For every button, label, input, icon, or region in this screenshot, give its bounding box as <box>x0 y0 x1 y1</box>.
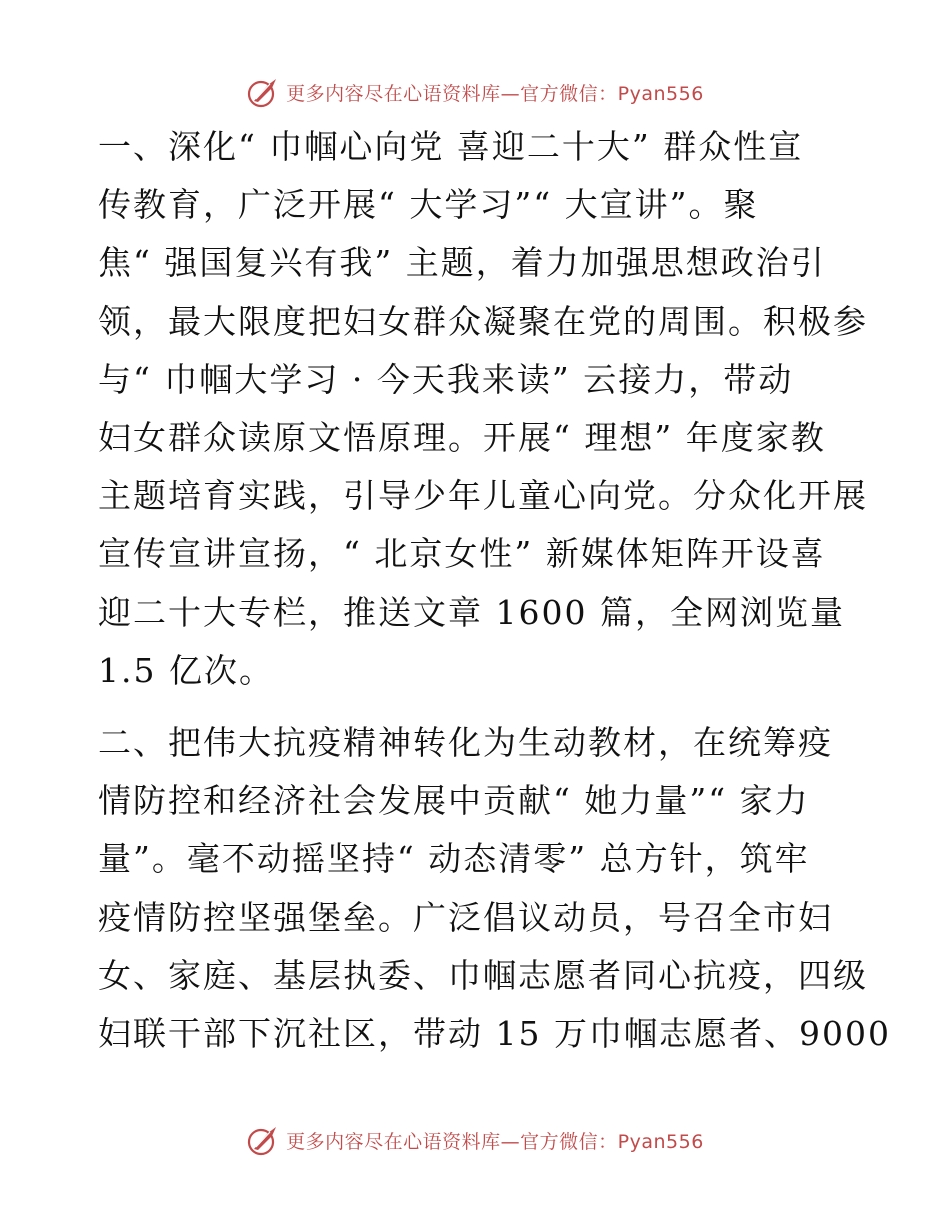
text-line: 与“ 巾帼大学习 · 今天我来读” 云接力，带动 <box>98 359 794 399</box>
watermark-text: 更多内容尽在心语资料库—官方微信：Pyan556 <box>286 1130 704 1153</box>
text-line: 传教育，广泛开展“ 大学习”“ 大宣讲”。聚 <box>98 185 759 225</box>
text-line: 主题培育实践，引导少年儿童心向党。分众化开展 <box>98 476 868 516</box>
text-line: 量”。毫不动摇坚持“ 动态清零” 总方针，筑牢 <box>98 839 810 879</box>
text-line: 迎二十大专栏，推送文章 1600 篇，全网浏览量 <box>98 592 845 632</box>
paragraph-2 <box>98 714 891 1063</box>
watermark-text: 更多内容尽在心语资料库—官方微信：Pyan556 <box>286 82 704 105</box>
text-line: 情防控和经济社会发展中贡献“ 她力量”“ 家力 <box>98 781 810 821</box>
text-line: 妇联干部下沉社区，带动 15 万巾帼志愿者、9000 <box>98 1014 891 1054</box>
text-line: 疫情防控坚强堡垒。广泛倡议动员，号召全市妇 <box>98 897 833 937</box>
paragraph-1 <box>98 118 868 700</box>
text-line: 女、家庭、基层执委、巾帼志愿者同心抗疫，四级 <box>98 955 868 995</box>
footer-watermark <box>0 1120 950 1160</box>
header-watermark <box>0 72 950 112</box>
text-line: 1.5 亿次。 <box>98 650 274 690</box>
text-line: 焦“ 强国复兴有我” 主题，着力加强思想政治引 <box>98 243 826 283</box>
text-line: 领，最大限度把妇女群众凝聚在党的周围。积极参 <box>98 301 868 341</box>
text-line: 妇女群众读原文悟原理。开展“ 理想” 年度家教 <box>98 418 826 458</box>
text-line: 二、把伟大抗疫精神转化为生动教材，在统筹疫 <box>98 723 833 763</box>
quill-logo-icon <box>246 1123 280 1157</box>
document-body <box>98 118 891 1063</box>
text-line: 一、深化“ 巾帼心向党 喜迎二十大” 群众性宣 <box>98 127 804 166</box>
text-line: 宣传宣讲宣扬，“ 北京女性” 新媒体矩阵开设喜 <box>98 534 826 574</box>
quill-logo-icon <box>246 75 280 109</box>
